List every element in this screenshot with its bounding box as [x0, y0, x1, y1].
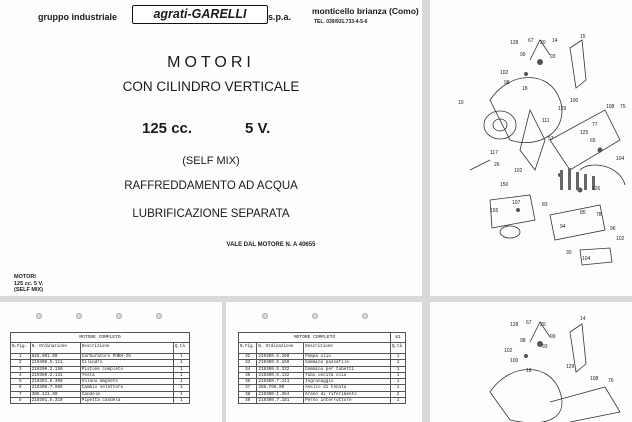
part-callout: 125 [580, 130, 589, 136]
cell-fig: 4 [11, 372, 31, 378]
part-callout: 128 [510, 322, 519, 328]
part-callout: 117 [490, 150, 498, 156]
cell-order: 219300.5.132 [257, 372, 304, 378]
part-callout: 111 [542, 118, 550, 124]
parts-page-right [226, 302, 422, 422]
part-callout: 93 [542, 344, 548, 350]
cell-fig: 35 [239, 372, 257, 378]
cell-desc: Ingranaggio [304, 379, 391, 385]
table-row [239, 398, 406, 404]
cell-desc: Carburatore PHBH-26 [80, 354, 173, 360]
cell-fig: 33 [239, 360, 257, 366]
part-callout: 150 [500, 182, 509, 188]
part-callout: 26 [494, 162, 500, 168]
binder-hole [362, 313, 368, 319]
spine-label [14, 274, 43, 294]
binder-hole [156, 313, 162, 319]
part-callout: 128 [510, 40, 519, 46]
part-callout: 104 [582, 256, 591, 262]
cell-fig: 6 [11, 385, 31, 391]
part-callout: 76 [608, 378, 614, 384]
col-fig: N.Fig. [11, 343, 31, 354]
parts-table [10, 332, 190, 404]
col-desc: Descrizione [304, 343, 391, 354]
cell-qty: 1 [390, 398, 405, 404]
cell-fig: 39 [239, 398, 257, 404]
cell-desc: Perno interruttore [304, 398, 391, 404]
col-qty: Q.tà [173, 343, 189, 354]
part-callout: 77 [592, 122, 598, 128]
part-callout: 102 [616, 236, 625, 242]
cover-title: MOTORI [167, 54, 255, 71]
part-callout: 85 [580, 210, 586, 216]
cell-fig: 1 [11, 354, 31, 360]
cell-desc: Gommino passafile [304, 360, 391, 366]
part-callout: 98 [504, 80, 510, 86]
cell-fig: 32 [239, 354, 257, 360]
cell-order: 219301.5.310 [30, 398, 80, 404]
part-callout: 93 [550, 54, 556, 60]
cell-desc: Cambio selettore [80, 385, 173, 391]
cell-fig: 38 [239, 391, 257, 397]
col-fig: N.Fig. [239, 343, 257, 354]
cell-qty: 1 [173, 360, 189, 366]
legal-form: s.p.a. [268, 12, 292, 22]
part-callout: 108 [590, 376, 599, 382]
cell-qty: 1 [173, 372, 189, 378]
part-callout: 65 [590, 138, 596, 144]
cell-fig: 8 [11, 398, 31, 404]
cover-page [0, 0, 422, 296]
cell-fig: 37 [239, 385, 257, 391]
part-callout: 94 [560, 224, 566, 230]
cell-qty: 1 [173, 379, 189, 385]
cell-qty: 1 [390, 372, 405, 378]
gears: 5 V. [245, 120, 271, 137]
part-callout: 96 [610, 226, 616, 232]
engine-exploded-view [430, 302, 632, 422]
cell-order: 306.111.00 [30, 391, 80, 397]
cell-order: 219301.8.300 [30, 379, 80, 385]
binder-hole [36, 313, 42, 319]
part-callout: 20 [540, 322, 546, 328]
col-order: N. Ordinazione [257, 343, 304, 354]
table-caption: MOTORE COMPLETO [239, 333, 391, 343]
cell-desc: Volano magnete [80, 379, 173, 385]
cell-desc: Gommino per tubetti [304, 366, 391, 372]
cell-order: 219300.5.159 [257, 360, 304, 366]
part-callout: 18 [526, 368, 532, 374]
parts-page-left [0, 302, 222, 422]
binder-hole [312, 313, 318, 319]
part-callout: 126 [592, 186, 601, 192]
validity-note: VALE DAL MOTORE N. A 40655 [226, 242, 316, 248]
cooling-line: RAFFREDDAMENTO AD ACQUA [124, 180, 298, 192]
col-qty: Q.tà [390, 343, 405, 354]
company-telephone: TEL. 039/931.733-4-5-6 [314, 19, 368, 25]
part-callout: 100 [510, 358, 519, 364]
part-callout: 14 [580, 316, 586, 322]
part-callout: 10 [458, 100, 464, 106]
cell-order: 219300.7.989 [30, 385, 80, 391]
spine-line: MOTORI [14, 274, 36, 280]
cell-order: 219300.2.131 [30, 372, 80, 378]
cell-fig: 34 [239, 366, 257, 372]
part-callout: 57 [548, 136, 554, 142]
engine-exploded-view [430, 0, 632, 296]
binder-hole [262, 313, 268, 319]
part-callout: 99 [520, 52, 526, 58]
part-callout: 100 [570, 98, 579, 104]
cell-order: 288.766.00 [257, 385, 304, 391]
cell-desc: Cilindro [80, 360, 173, 366]
col-desc: Descrizione [80, 343, 173, 354]
exploded-diagram-top [430, 0, 632, 296]
lubrication-line: LUBRIFICAZIONE SEPARATA [132, 208, 290, 220]
table-caption: MOTORE COMPLETO [11, 333, 190, 343]
spine-line: (SELF MIX) [14, 287, 44, 293]
cell-fig: 5 [11, 379, 31, 385]
page-number: 81 [390, 333, 405, 343]
part-callout: 75 [620, 104, 626, 110]
cell-qty: 1 [173, 385, 189, 391]
part-callout: 102 [504, 348, 513, 354]
cell-order: 219300.2.150 [30, 366, 80, 372]
spine-line: 125 cc. 5 V. [14, 280, 44, 287]
cell-fig: 36 [239, 379, 257, 385]
part-callout: 102 [514, 168, 523, 174]
cell-desc: Anello di tenuta [304, 385, 391, 391]
cell-qty: 1 [390, 379, 405, 385]
cell-qty: 1 [390, 354, 405, 360]
cell-desc: Pompa olio [304, 354, 391, 360]
cell-desc: Pipetta candela [80, 398, 173, 404]
lubrication-mode: (SELF MIX) [182, 155, 240, 167]
cell-qty: 1 [173, 391, 189, 397]
part-callout: 155 [490, 208, 499, 214]
part-callout: 30 [566, 250, 572, 256]
cell-fig: 7 [11, 391, 31, 397]
col-order: N. Ordinazione [30, 343, 80, 354]
cell-order: 828.001.00 [30, 354, 80, 360]
cover-subtitle: CON CILINDRO VERTICALE [122, 79, 300, 94]
part-callout: 67 [526, 320, 532, 326]
part-callout: 108 [606, 104, 615, 110]
cell-order: 219300.7.111 [257, 379, 304, 385]
cell-order: 219300.5.332 [257, 366, 304, 372]
part-callout: 18 [522, 86, 528, 92]
part-callout: 14 [552, 38, 558, 44]
cell-qty: 1 [173, 398, 189, 404]
part-callout: 20 [540, 40, 546, 46]
part-callout: 99 [550, 334, 556, 340]
part-callout: 102 [500, 70, 509, 76]
cell-qty: 1 [173, 366, 189, 372]
part-callout: 67 [528, 38, 534, 44]
cell-qty: 1 [173, 354, 189, 360]
cell-order: 219300.1.364 [257, 391, 304, 397]
part-callout: 129 [566, 364, 575, 370]
binder-hole [76, 313, 82, 319]
cell-desc: Testa [80, 372, 173, 378]
part-callout: 129 [558, 106, 567, 112]
company-address: monticello brianza (Como) [312, 6, 419, 16]
cell-qty: 2 [390, 391, 405, 397]
displacement: 125 cc. [142, 120, 193, 137]
cell-qty: 1 [390, 385, 405, 391]
cell-desc: Tubo uscita olio [304, 372, 391, 378]
table-row [11, 398, 190, 404]
brand-logo: agrati-GARELLI [132, 5, 268, 24]
cell-order: 219300.5.111 [30, 360, 80, 366]
binder-hole [116, 313, 122, 319]
cell-order: 219300.7.181 [257, 398, 304, 404]
cell-qty: 1 [390, 366, 405, 372]
company-label: gruppo industriale [38, 12, 118, 22]
part-callout: 78 [596, 212, 602, 218]
cell-qty: 1 [390, 360, 405, 366]
cell-desc: Pistone completo [80, 366, 173, 372]
parts-table [238, 332, 406, 404]
part-callout: 15 [580, 34, 586, 40]
part-callout: 98 [520, 338, 526, 344]
part-callout: 107 [512, 200, 521, 206]
part-callout: 104 [616, 156, 625, 162]
cell-fig: 3 [11, 366, 31, 372]
cell-order: 219300.5.260 [257, 354, 304, 360]
cell-fig: 2 [11, 360, 31, 366]
exploded-diagram-bottom [430, 302, 632, 422]
cell-desc: Grano di riferimento [304, 391, 391, 397]
part-callout: 83 [542, 202, 548, 208]
cell-desc: Candela [80, 391, 173, 397]
